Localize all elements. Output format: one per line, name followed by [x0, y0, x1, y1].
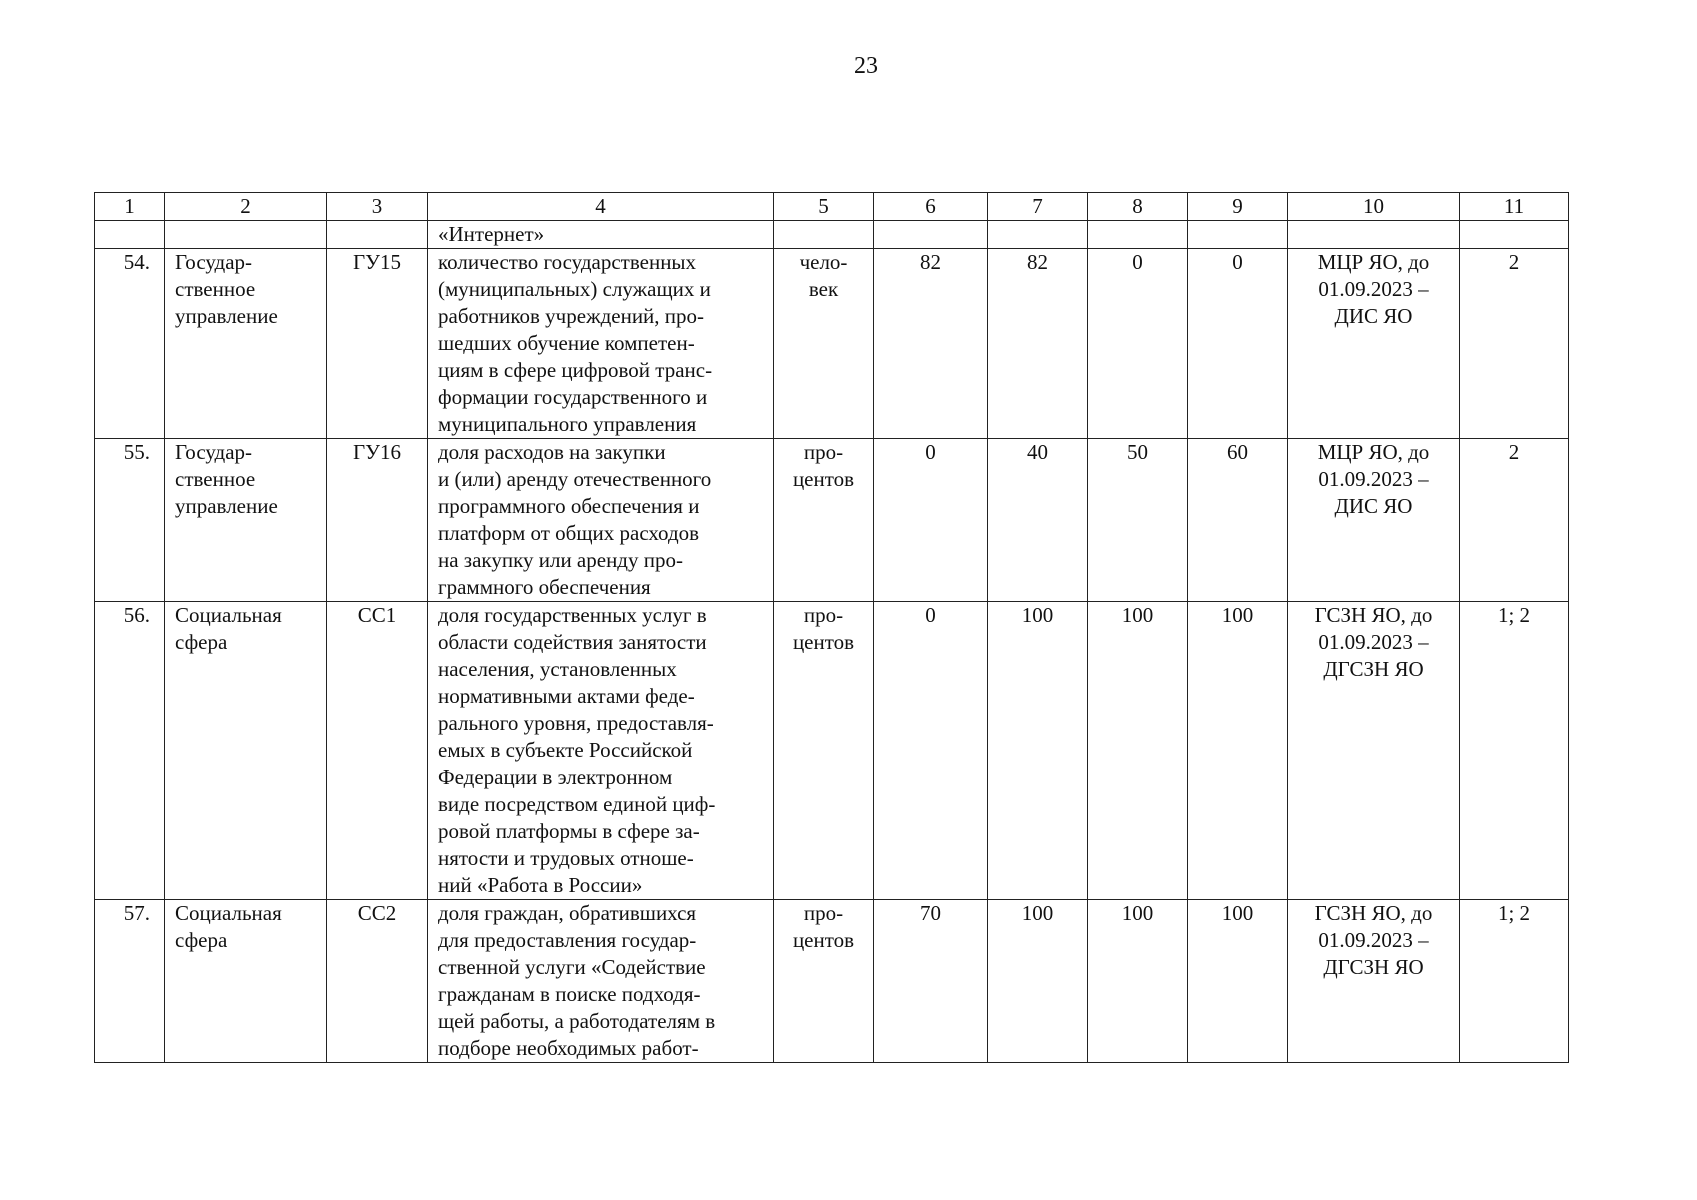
row-description-line: работников учреждений, про-	[438, 304, 705, 328]
row-responsible-line: 01.09.2023 –	[1318, 277, 1429, 301]
row-responsible-line: ДГСЗН ЯО	[1323, 955, 1424, 979]
row-value-8: 50	[1088, 439, 1188, 602]
row-description-line: количество государственных	[438, 250, 697, 274]
row-description-line: доля граждан, обратившихся	[438, 901, 697, 925]
row-responsible	[1288, 249, 1460, 439]
row-description-line: шедших обучение компетен-	[438, 331, 695, 355]
row-description-line: платформ от общих расходов	[438, 521, 700, 545]
row-category-line: сфера	[175, 630, 228, 654]
row-responsible-line: МЦР ЯО, до	[1317, 250, 1430, 274]
row-value-6: 82	[874, 249, 988, 439]
row-description-line: формации государственного и	[438, 385, 708, 409]
row-col11: 1; 2	[1460, 602, 1569, 900]
row-responsible	[1288, 439, 1460, 602]
row-value-9: 0	[1188, 249, 1288, 439]
row-category-line: ственное	[175, 277, 256, 301]
row-value-8: 100	[1088, 900, 1188, 1063]
row-description-line: рального уровня, предоставля-	[438, 711, 714, 735]
column-number-row	[95, 193, 1569, 221]
column-header-9: 9	[1188, 193, 1288, 221]
row-value-7: 40	[988, 439, 1088, 602]
page-number: 23	[854, 53, 878, 79]
indicators-table	[94, 192, 1569, 1063]
row-category-line: ственное	[175, 467, 256, 491]
row-description-line: нормативными актами феде-	[438, 684, 695, 708]
column-header-1: 1	[95, 193, 165, 221]
column-header-2: 2	[165, 193, 327, 221]
row-number: 56.	[95, 602, 165, 900]
row-unit	[774, 439, 874, 602]
row-description-line: для предоставления государ-	[438, 928, 697, 952]
column-header-5: 5	[774, 193, 874, 221]
row-category	[165, 602, 327, 900]
row-category	[165, 249, 327, 439]
column-header-7: 7	[988, 193, 1088, 221]
continuation-text: «Интернет»	[428, 221, 774, 249]
row-category	[165, 900, 327, 1063]
table-row	[95, 439, 1569, 602]
row-responsible	[1288, 900, 1460, 1063]
row-description-line: доля расходов на закупки	[438, 440, 666, 464]
row-description-line: ственной услуги «Содействие	[438, 955, 706, 979]
row-responsible-line: ГСЗН ЯО, до	[1314, 603, 1433, 627]
row-category-line: Государ-	[175, 250, 253, 274]
row-unit-line: центов	[792, 928, 855, 952]
row-responsible-line: 01.09.2023 –	[1318, 928, 1429, 952]
row-responsible-line: 01.09.2023 –	[1318, 467, 1429, 491]
row-responsible	[1288, 602, 1460, 900]
row-description-line: виде посредством единой циф-	[438, 792, 716, 816]
row-value-8: 0	[1088, 249, 1188, 439]
column-header-10: 10	[1288, 193, 1460, 221]
row-value-7: 100	[988, 602, 1088, 900]
row-description	[428, 602, 774, 900]
row-number: 55.	[95, 439, 165, 602]
row-description-line: подборе необходимых работ-	[438, 1036, 699, 1060]
row-description-line: гражданам в поиске подходя-	[438, 982, 701, 1006]
table-row	[95, 602, 1569, 900]
row-number: 54.	[95, 249, 165, 439]
row-description-line: Федерации в электронном	[438, 765, 673, 789]
row-description-line: муниципального управления	[438, 412, 697, 436]
row-description-line: на закупку или аренду про-	[438, 548, 683, 572]
row-value-7: 100	[988, 900, 1088, 1063]
row-unit-line: про-	[803, 901, 844, 925]
row-description-line: ровой платформы в сфере за-	[438, 819, 700, 843]
row-description-line: ний «Работа в России»	[438, 873, 643, 897]
row-description	[428, 439, 774, 602]
row-description-line: населения, установленных	[438, 657, 677, 681]
row-category-line: управление	[175, 494, 278, 518]
row-category-line: Социальная	[175, 603, 282, 627]
row-description-line: программного обеспечения и	[438, 494, 700, 518]
row-col11: 2	[1460, 249, 1569, 439]
column-header-11: 11	[1460, 193, 1569, 221]
row-category	[165, 439, 327, 602]
row-value-7: 82	[988, 249, 1088, 439]
row-value-8: 100	[1088, 602, 1188, 900]
row-value-9: 100	[1188, 602, 1288, 900]
row-value-6: 70	[874, 900, 988, 1063]
row-description-line: области содействия занятости	[438, 630, 707, 654]
column-header-3: 3	[327, 193, 428, 221]
column-header-6: 6	[874, 193, 988, 221]
row-unit-line: центов	[792, 467, 855, 491]
row-value-6: 0	[874, 439, 988, 602]
row-category-line: Социальная	[175, 901, 282, 925]
row-value-6: 0	[874, 602, 988, 900]
row-description-line: (муниципальных) служащих и	[438, 277, 711, 301]
row-responsible-line: ДИС ЯО	[1334, 494, 1413, 518]
table-row	[95, 900, 1569, 1063]
row-unit	[774, 602, 874, 900]
row-responsible-line: ГСЗН ЯО, до	[1314, 901, 1433, 925]
row-description-line: емых в субъекте Российской	[438, 738, 693, 762]
row-category-line: Государ-	[175, 440, 253, 464]
row-description-line: циям в сфере цифровой транс-	[438, 358, 713, 382]
row-description-line: щей работы, а работодателям в	[438, 1009, 716, 1033]
column-header-8: 8	[1088, 193, 1188, 221]
row-description-line: доля государственных услуг в	[438, 603, 707, 627]
continuation-row	[95, 221, 1569, 249]
row-code: СС2	[327, 900, 428, 1063]
row-unit-line: центов	[792, 630, 855, 654]
row-description-line: и (или) аренду отечественного	[438, 467, 712, 491]
row-unit	[774, 900, 874, 1063]
row-unit-line: про-	[803, 603, 844, 627]
row-unit-line: век	[808, 277, 839, 301]
row-unit-line: чело-	[799, 250, 848, 274]
row-responsible-line: 01.09.2023 –	[1318, 630, 1429, 654]
row-value-9: 60	[1188, 439, 1288, 602]
row-category-line: сфера	[175, 928, 228, 952]
row-col11: 2	[1460, 439, 1569, 602]
row-unit-line: про-	[803, 440, 844, 464]
row-category-line: управление	[175, 304, 278, 328]
row-responsible-line: ДГСЗН ЯО	[1323, 657, 1424, 681]
row-col11: 1; 2	[1460, 900, 1569, 1063]
row-description-line: граммного обеспечения	[438, 575, 651, 599]
table-row	[95, 249, 1569, 439]
column-header-4: 4	[428, 193, 774, 221]
row-code: ГУ15	[327, 249, 428, 439]
row-description	[428, 900, 774, 1063]
row-code: СС1	[327, 602, 428, 900]
row-responsible-line: ДИС ЯО	[1334, 304, 1413, 328]
row-description	[428, 249, 774, 439]
row-number: 57.	[95, 900, 165, 1063]
row-description-line: нятости и трудовых отноше-	[438, 846, 694, 870]
row-responsible-line: МЦР ЯО, до	[1317, 440, 1430, 464]
row-unit	[774, 249, 874, 439]
row-code: ГУ16	[327, 439, 428, 602]
row-value-9: 100	[1188, 900, 1288, 1063]
